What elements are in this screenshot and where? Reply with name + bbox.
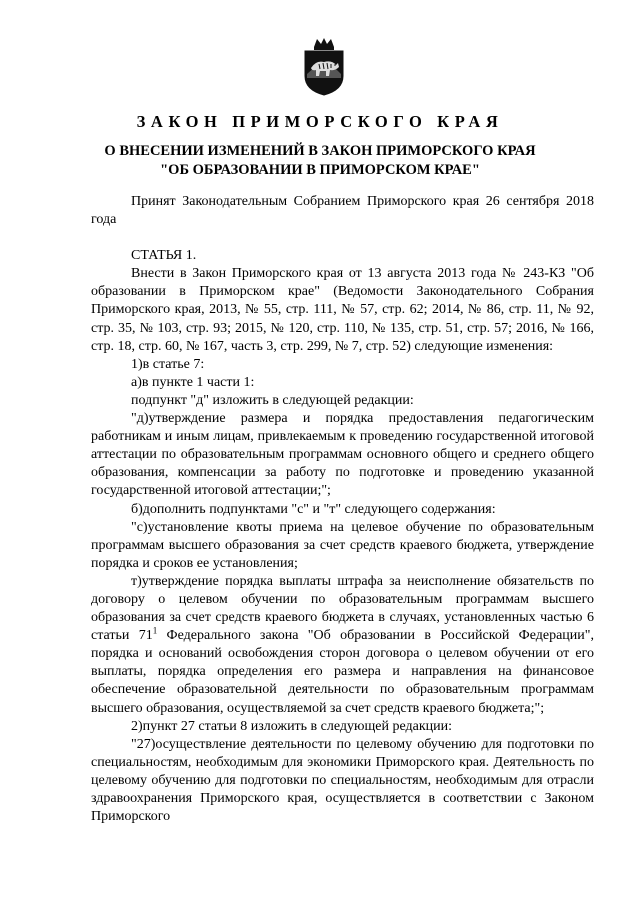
subitem-t-part-1: т)утверждение порядка выплаты штрафа за неисполнение обязательств по договору о целевом обучении по образовательным программам высшего образования за счет средств краевого бюджета в случаях, установленных частью 6 статьи 71: [91, 573, 594, 644]
paragraph-subitem-d-text: "д)утверждение размера и порядка предоставления педагогическим работникам и иным лицам, привлекаемым к проведению государственной итоговой аттестации по образовательным программам основного общего и среднего общего образования, компенсации за работу по подготовке и проведению указанной государственной итоговой аттестации;";: [91, 411, 594, 499]
paragraph-subitem-t-text: [91, 573, 594, 718]
law-subtitle: [0, 142, 640, 180]
law-body: [91, 193, 594, 826]
subitem-t-part-2: Федерального закона "Об образовании в Российской Федерации", порядка и оснований освобождения сторон договора о целевом обучении от его выплаты, порядка определения его размера и направления на финансовое обеспечение образовательной деятельности по образовательным программам высшего образования, осуществляемой за счет средств краевого бюджета;";: [91, 628, 594, 716]
law-title: ЗАКОН ПРИМОРСКОГО КРАЯ: [136, 112, 504, 131]
article-heading: СТАТЬЯ 1.: [131, 248, 197, 264]
paragraph-subitem-s-text: "с)установление квоты приема на целевое обучение по образовательным программам высшего образования за счет средств краевого бюджета, утверждение порядка и сроков ее установления;: [91, 519, 594, 571]
paragraph-subitem-d-intro: подпункт "д" изложить в следующей редакции:: [131, 392, 414, 408]
paragraph-amendment-intro: Внести в Закон Приморского края от 13 августа 2013 года № 243-КЗ "Об образовании в Приморском крае" (Ведомости Законодательного Собрания Приморского края, 2013, № 55, стр. 111, № 57, стр. 62; 2014, № 86, стр. 11, № 92, стр. 35, № 103, стр. 93; 2015, № 120, стр. 110, № 135, стр. 51, стр. 57; 2016, № 166, стр. 18, стр. 60, № 167, часть 3, стр. 299, № 7, стр. 52) следующие изменения:: [91, 266, 594, 354]
paragraph-item-2: 2)пункт 27 статьи 8 изложить в следующей редакции:: [131, 718, 453, 734]
paragraph-item-27-text: "27)осуществление деятельности по целевому обучению для подготовки по специальностям, необходимым для экономики Приморского края. Деятельность по целевому обучению для подготовки по специальностям, необходимым для отрасли здравоохранения Приморского края, осуществляется в соответствии с Законом Приморского: [91, 736, 594, 825]
paragraph-item-1: 1)в статье 7:: [131, 356, 205, 372]
coat-of-arms-icon: [302, 38, 346, 96]
paragraph-item-1b: б)дополнить подпунктами "с" и "т" следующего содержания:: [131, 501, 496, 517]
adoption-statement: Принят Законодательным Собранием Приморского края 26 сентября 2018 года: [91, 194, 594, 228]
article-superscript: 1: [152, 625, 158, 636]
paragraph-item-1a: а)в пункте 1 части 1:: [131, 374, 255, 390]
law-subtitle-line-2: "ОБ ОБРАЗОВАНИИ В ПРИМОРСКОМ КРАЕ": [160, 162, 480, 178]
law-subtitle-line-1: О ВНЕСЕНИИ ИЗМЕНЕНИЙ В ЗАКОН ПРИМОРСКОГО КРАЯ: [104, 143, 536, 159]
